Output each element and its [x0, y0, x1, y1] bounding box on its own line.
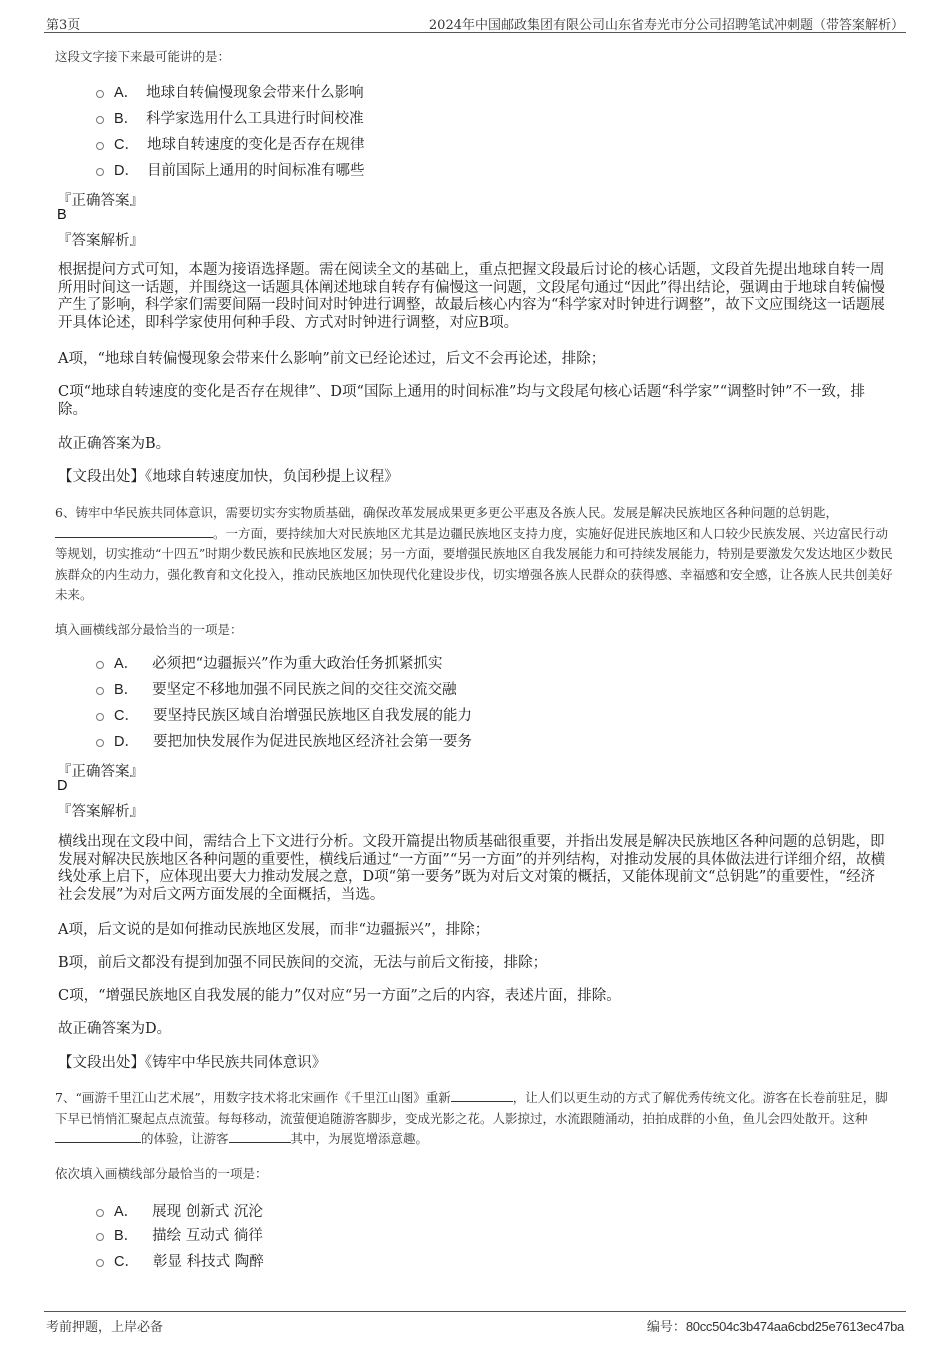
- radio-icon[interactable]: [96, 116, 104, 124]
- q6-analysis-c: C项，“增强民族地区自我发展的能力”仅对应“另一方面”之后的内容，表述片面，排除。: [58, 988, 621, 1004]
- radio-icon[interactable]: [96, 1233, 104, 1241]
- header-divider: [44, 32, 906, 33]
- radio-icon[interactable]: [96, 687, 104, 695]
- q5-option-c[interactable]: C． 地球自转速度的变化是否存在规律: [96, 132, 364, 154]
- q5-answer: B: [57, 207, 67, 223]
- radio-icon[interactable]: [96, 739, 104, 747]
- radio-icon[interactable]: [96, 1209, 104, 1217]
- q6-option-d[interactable]: D． 要把加快发展作为促进民族地区经济社会第一要务: [96, 729, 472, 751]
- footer-code: 编号：80cc504c3b474aa6cbd25e7613ec47ba: [646, 1319, 904, 1335]
- q7-option-b[interactable]: B． 描绘 互动式 徜徉: [96, 1223, 263, 1245]
- q6-analysis-label: 『答案解析』: [57, 804, 144, 820]
- fill-blank: [55, 524, 213, 538]
- q5-prompt: 这段文字接下来最可能讲的是：: [55, 49, 231, 64]
- q6-source: 【文段出处】《铸牢中华民族共同体意识》: [58, 1055, 327, 1071]
- q5-analysis-main: 根据提问方式可知，本题为接语选择题。需在阅读全文的基础上，重点把握文段最后讨论的核心话题，文段首先提出地球自转一周所用时间这一话题，并围绕这一话题具体阐述地球自转存有偏慢这一问题，文段尾句通过“因此”得出结论，强调由于地球自转偏慢产生了影响，科学家们需要间隔一段时间对时钟进行调整，故最后核心内容为“科学家对时钟进行调整”，故下文应围绕这一话题展开具体论述，即科学家使用何种手段、方式对时钟进行调整，对应B项。: [58, 262, 885, 331]
- radio-icon[interactable]: [96, 1259, 104, 1267]
- fill-blank: [451, 1088, 513, 1102]
- q5-analysis-a: A项，“地球自转偏慢现象会带来什么影响”前文已经论述过，后文不会再论述，排除；: [58, 351, 606, 367]
- footer-divider: [44, 1311, 906, 1312]
- radio-icon[interactable]: [96, 661, 104, 669]
- q6-analysis-conclusion: 故正确答案为D。: [58, 1021, 172, 1037]
- q6-analysis-a: A项，后文说的是如何推动民族地区发展，而非“边疆振兴”，排除；: [58, 922, 490, 938]
- radio-icon[interactable]: [96, 142, 104, 150]
- q7-option-a[interactable]: A． 展现 创新式 沉沦: [96, 1199, 263, 1221]
- q6-answer: D: [57, 778, 68, 794]
- q5-option-d[interactable]: D． 目前国际上通用的时间标准有哪些: [96, 158, 364, 180]
- fill-blank: [229, 1129, 291, 1143]
- radio-icon[interactable]: [96, 713, 104, 721]
- q6-prompt: 填入画横线部分最恰当的一项是：: [55, 622, 243, 637]
- q5-option-b[interactable]: B． 科学家选用什么工具进行时间校准: [96, 106, 364, 128]
- q6-option-b[interactable]: B． 要坚定不移地加强不同民族之间的交往交流交融: [96, 677, 457, 699]
- q6-option-a[interactable]: A． 必须把“边疆振兴”作为重大政治任务抓紧抓实: [96, 651, 443, 673]
- q6-analysis-b: B项，前后文都没有提到加强不同民族间的交流，无法与前后文衔接，排除；: [58, 955, 548, 971]
- q7-prompt: 依次填入画横线部分最恰当的一项是：: [55, 1166, 268, 1181]
- page-number: 第3页: [46, 18, 81, 33]
- q5-option-a[interactable]: A． 地球自转偏慢现象会带来什么影响: [96, 80, 364, 102]
- q6-option-c[interactable]: C． 要坚持民族区域自治增强民族地区自我发展的能力: [96, 703, 472, 725]
- q5-analysis-conclusion: 故正确答案为B。: [58, 436, 171, 452]
- q7-option-c[interactable]: C． 彰显 科技式 陶醉: [96, 1249, 264, 1271]
- radio-icon[interactable]: [96, 90, 104, 98]
- q6-analysis-main: 横线出现在文段中间，需结合上下文进行分析。文段开篇提出物质基础很重要，并指出发展是解决民族地区各种问题的总钥匙，即发展对解决民族地区各种问题的重要性，横线后通过“一方面”“另一方面”的并列结构，对推动发展的具体做法进行详细介绍，故横线处承上启下，应体现出要大力推动发展之意，D项“第一要务”既为对后文对策的概括，又能体现前文“总钥匙”的重要性，“经济社会发展”为对后文两方面发展的全面概括，当选。: [58, 834, 886, 903]
- fill-blank: [55, 1129, 141, 1143]
- document-title: 2024年中国邮政集团有限公司山东省寿光市分公司招聘笔试冲刺题（带答案解析）: [428, 18, 904, 33]
- q5-answer-label: 『正确答案』: [57, 193, 144, 209]
- q6-answer-label: 『正确答案』: [57, 764, 144, 780]
- q6-stem: 6、铸牢中华民族共同体意识，需要切实夯实物质基础，确保改革发展成果更多更公平惠及各族人民。发展是解决民族地区各种问题的总钥匙，。一方面，要持续加大对民族地区尤其是边疆民族地区支持力度，实施好促进民族地区和人口较少民族发展、兴边富民行动等规划，切实推动“十四五”时期少数民族和民族地区发展；另一方面，要增强民族地区自我发展能力和可持续发展能力，特别是要激发欠发达地区少数民族群众的内生动力，强化教育和文化投入，推动民族地区加快现代化建设步伐，切实增强各族人民群众的获得感、幸福感和安全感，让各族人民共创美好未来。: [55, 505, 893, 603]
- q5-analysis-cd: C项“地球自转速度的变化是否存在规律”、D项“国际上通用的时间标准”均与文段尾句核心话题“科学家”“调整时钟”不一致，排除。: [58, 384, 866, 418]
- q7-stem: 7、“画游千里江山艺术展”，用数字技术将北宋画作《千里江山图》重新 ，让人们以更生动的方式了解优秀传统文化。游客在长卷前驻足，脚下早已悄悄汇聚起点点流萤。每每移动，流萤便追随游客脚步，变成光影之花。人影掠过，水流跟随涌动，拍拍成群的小鱼，鱼儿会四处散开。这种的体验，让游客 其中，为展览增添意趣。: [55, 1090, 888, 1147]
- q5-source: 【文段出处】《地球自转速度加快，负闰秒提上议程》: [58, 469, 399, 485]
- footer-slogan: 考前押题，上岸必备: [46, 1320, 164, 1335]
- q5-analysis-label: 『答案解析』: [57, 233, 144, 249]
- radio-icon[interactable]: [96, 168, 104, 176]
